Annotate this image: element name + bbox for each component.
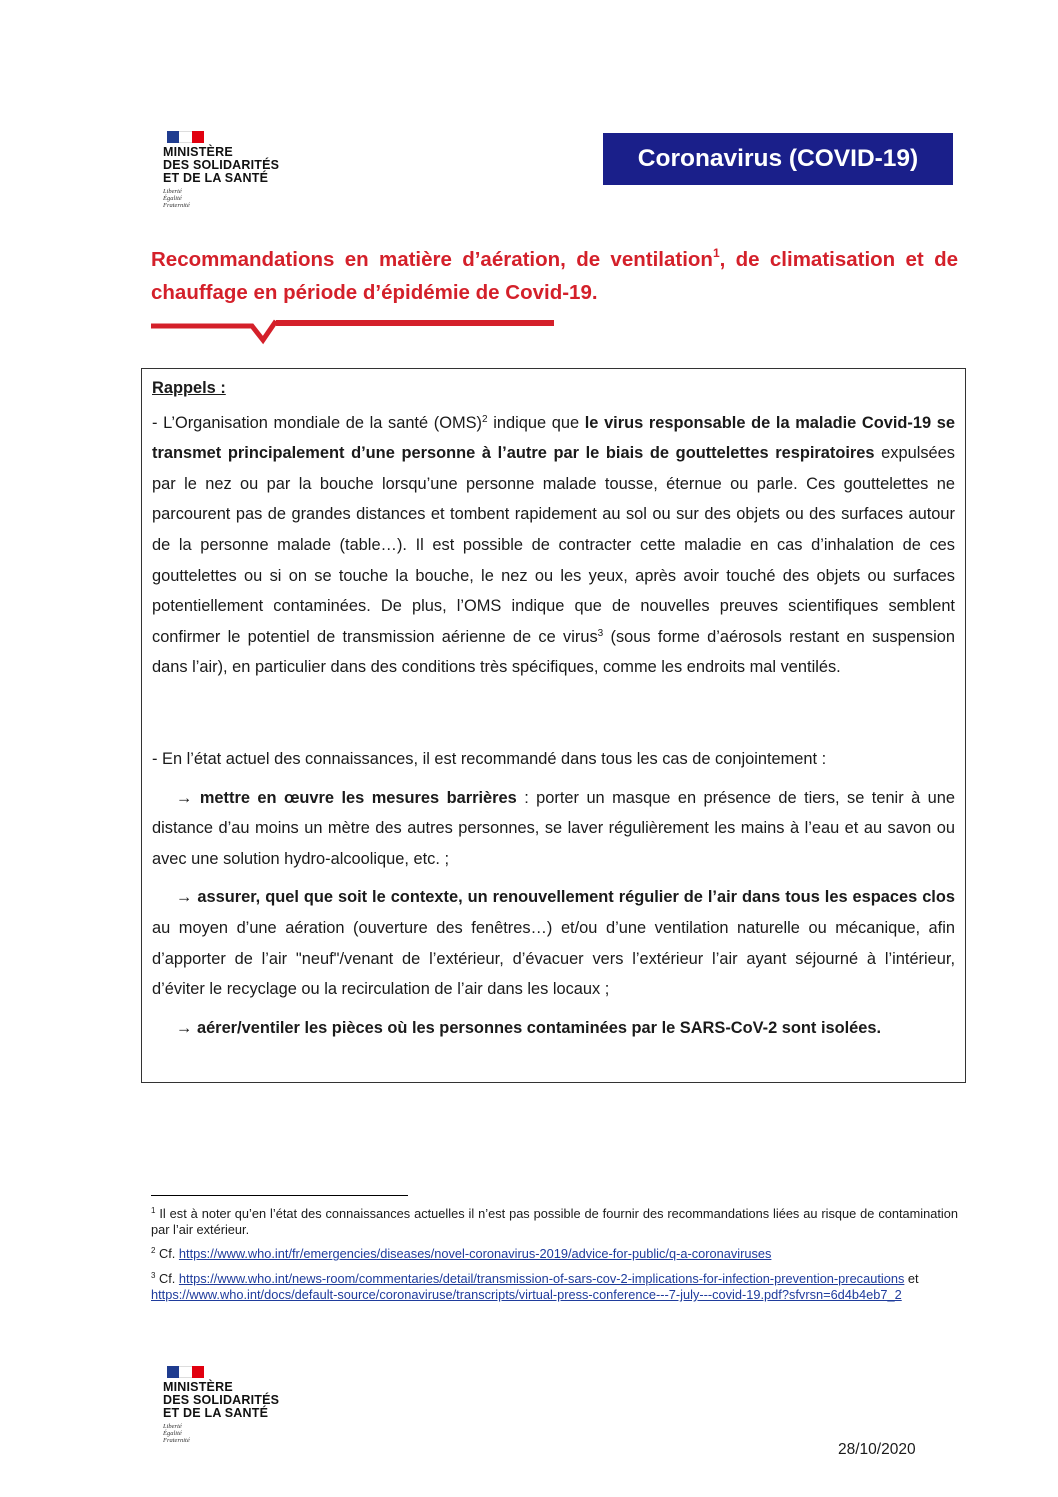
logo-line-2: DES SOLIDARITÉS [163, 158, 280, 172]
footnote-2-number: 2 [151, 1246, 156, 1255]
footnote-1-text: Il est à noter qu’en l’état des connaissances actuelles il n’est pas possible de fournir des recommandations liées au risque de contamination par l’air extérieur. [151, 1206, 958, 1237]
reminders-box [141, 368, 966, 1083]
reminders-paragraph-1 [152, 408, 955, 683]
logo-motto-fraternite: Fraternité [163, 202, 190, 209]
footnote-3-and: et [904, 1271, 919, 1286]
footnote-2-prefix: Cf. [155, 1246, 179, 1261]
bullet-1-bold: mettre en œuvre les mesures barrières [199, 788, 517, 807]
footnote-2-link[interactable]: https://www.who.int/fr/emergencies/diseases/novel-coronavirus-2019/advice-for-public/q-a-coronaviruses [178, 1246, 772, 1261]
title-part-1: Recommandations en matière d’aération, de ventilation [151, 248, 713, 271]
logo-motto [163, 188, 303, 209]
p1-footnote-ref-2: 2 [482, 413, 488, 425]
footnote-3-number: 3 [151, 1271, 156, 1280]
logo-line-3: ET DE LA SANTÉ [163, 171, 269, 185]
bullet-barrier-measures [152, 783, 955, 875]
document-date: 28/10/2020 [838, 1441, 916, 1458]
marianne-flag-icon [167, 131, 204, 143]
footnote-3 [151, 1271, 958, 1303]
p1-bold-statement: le virus responsable de la maladie Covid-19 se transmet principalement d’une personne à l’autre par le biais de gouttelettes respiratoires [152, 413, 956, 463]
arrow-icon: → [176, 1018, 197, 1037]
marianne-flag-icon [167, 1366, 204, 1378]
bullet-ventilate-rooms [152, 1013, 955, 1044]
footnote-2 [151, 1246, 958, 1262]
footnote-3-prefix: Cf. [155, 1271, 179, 1286]
bullet-2-bold: assurer, quel que soit le contexte, un renouvellement régulier de l’air dans tous les espaces clos [197, 888, 955, 907]
bullet-2-text: au moyen d’une aération (ouverture des fenêtres…) et/ou d’une ventilation naturelle ou mécanique, afin d’apporter de l’air "neuf"/venant de l’extérieur, d’évacuer vers l’extérieur l’air ayant séjourné à l’intérieur, d’éviter le recyclage ou la recirculation de l’air dans les locaux ; [152, 918, 955, 999]
footnote-1 [151, 1206, 958, 1238]
footnote-3-link-1[interactable]: https://www.who.int/news-room/commentaries/detail/transmission-of-sars-cov-2-implications-for-infection-prevention-precautions [178, 1271, 905, 1286]
p1-footnote-ref-3: 3 [597, 627, 604, 639]
footnote-3-link-2[interactable]: https://www.who.int/docs/default-source/coronaviruse/transcripts/virtual-press-conference---7-july---covid-19.pdf?sfvrsn=6d4b4eb7_2 [151, 1287, 902, 1302]
logo-line-1: MINISTÈRE [163, 1380, 233, 1394]
logo-motto [163, 1423, 303, 1444]
bullet-1-text: : porter un masque en présence de tiers, se tenir à une distance d’au moins un mètre des autres personnes, se laver régulièrement les mains à l’eau et au savon ou avec une solution hydro-alcoolique, etc. ; [152, 788, 956, 868]
reminders-paragraph-2: - En l’état actuel des connaissances, il est recommandé dans tous les cas de conjointement : [152, 749, 827, 768]
reminders-heading: Rappels : [152, 379, 226, 397]
arrow-icon: → [176, 888, 198, 907]
covid-banner: Coronavirus (COVID-19) [603, 133, 953, 185]
bullet-air-renewal [152, 882, 955, 1004]
document-title [151, 243, 958, 309]
ministry-logo [163, 131, 303, 209]
footnote-separator [151, 1195, 408, 1196]
footnote-1-number: 1 [151, 1206, 156, 1215]
logo-motto-fraternite: Fraternité [163, 1437, 190, 1444]
bullet-3-bold: aérer/ventiler les pièces où les personnes contaminées par le SARS-CoV-2 sont isolées. [196, 1018, 882, 1037]
ministry-logo-footer [163, 1366, 303, 1444]
logo-motto-egalite: Égalité [163, 195, 182, 202]
arrow-icon: → [176, 788, 200, 807]
p1-text-b: indique que [487, 413, 585, 432]
logo-motto-liberte: Liberté [163, 1423, 182, 1430]
p1-text-c: expulsées par le nez ou par la bouche lorsqu’une personne malade tousse, éternue ou parle. Ces gouttelettes ne parcourent pas de grandes distances et tombent rapidement au sol ou sur des objets ou des surfaces autour de la personne malade (table…). Il est possible de contracter cette maladie en cas d’inhalation de ces gouttelettes ou si on se touche la bouche, le nez ou les yeux, après avoir touché des objets ou surfaces potentiellement contaminées. De plus, l’OMS indique que de nouvelles preuves scientifiques semblent confirmer le potentiel de transmission aérienne de ce virus [152, 444, 955, 646]
p1-text-a: - L’Organisation mondiale de la santé (OMS) [152, 413, 483, 432]
title-underline-decoration [151, 318, 555, 346]
title-part-2: , de climatisation et de chauffage en période d’épidémie de Covid-19. [151, 248, 958, 304]
logo-line-3: ET DE LA SANTÉ [163, 1406, 269, 1420]
logo-motto-liberte: Liberté [163, 188, 182, 195]
logo-line-2: DES SOLIDARITÉS [163, 1393, 280, 1407]
logo-motto-egalite: Égalité [163, 1430, 182, 1437]
title-footnote-ref: 1 [712, 246, 720, 260]
logo-line-1: MINISTÈRE [163, 145, 233, 159]
p1-text-d: (sous forme d’aérosols restant en suspension dans l’air), en particulier dans des conditions très spécifiques, comme les endroits mal ventilés. [152, 627, 955, 677]
